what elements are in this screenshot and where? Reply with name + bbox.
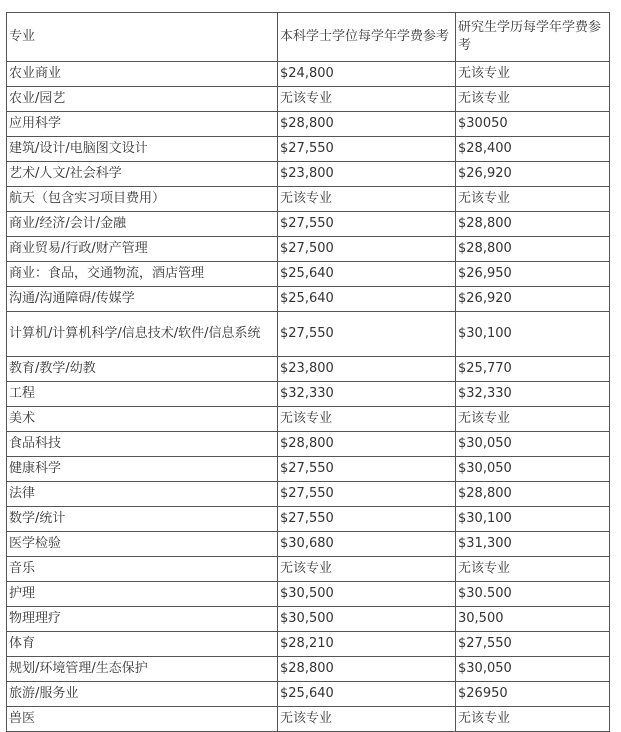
cell-undergrad-fee: $25,640 — [278, 287, 456, 312]
cell-grad-fee: $26,920 — [456, 287, 610, 312]
cell-undergrad-fee: $24,800 — [278, 62, 456, 87]
cell-undergrad-fee: $27,550 — [278, 457, 456, 482]
cell-major: 商业贸易/行政/财产管理 — [7, 237, 278, 262]
cell-undergrad-fee: $23,800 — [278, 162, 456, 187]
cell-major: 商业：食品，交通物流，酒店管理 — [7, 262, 278, 287]
table-row — [7, 87, 610, 112]
cell-major: 沟通/沟通障碍/传媒学 — [7, 287, 278, 312]
cell-major: 物理理疗 — [7, 607, 278, 632]
cell-grad-fee: $26,920 — [456, 162, 610, 187]
cell-major: 应用科学 — [7, 112, 278, 137]
table-row — [7, 632, 610, 657]
cell-major: 医学检验 — [7, 532, 278, 557]
table-row — [7, 162, 610, 187]
cell-grad-fee: $27,550 — [456, 632, 610, 657]
table-row — [7, 682, 610, 707]
cell-grad-fee: $32,330 — [456, 382, 610, 407]
cell-undergrad-fee: $28,800 — [278, 112, 456, 137]
cell-major: 规划/环境管理/生态保护 — [7, 657, 278, 682]
table-row — [7, 62, 610, 87]
cell-grad-fee: 无该专业 — [456, 557, 610, 582]
cell-undergrad-fee: $30,680 — [278, 532, 456, 557]
cell-major: 健康科学 — [7, 457, 278, 482]
cell-grad-fee: 无该专业 — [456, 407, 610, 432]
cell-undergrad-fee: 无该专业 — [278, 557, 456, 582]
cell-grad-fee: $30,050 — [456, 457, 610, 482]
cell-grad-fee: $28,400 — [456, 137, 610, 162]
cell-undergrad-fee: $27,550 — [278, 482, 456, 507]
cell-grad-fee: 30,500 — [456, 607, 610, 632]
cell-major: 教育/教学/幼教 — [7, 357, 278, 382]
cell-undergrad-fee: $32,330 — [278, 382, 456, 407]
cell-grad-fee: $31,300 — [456, 532, 610, 557]
table-row — [7, 237, 610, 262]
cell-grad-fee: $30,100 — [456, 312, 610, 357]
cell-major: 计算机/计算机科学/信息技术/软件/信息系统 — [7, 312, 278, 357]
table-row — [7, 262, 610, 287]
cell-undergrad-fee: $28,800 — [278, 432, 456, 457]
table-row — [7, 407, 610, 432]
cell-grad-fee: $28,800 — [456, 212, 610, 237]
table-row — [7, 432, 610, 457]
cell-major: 航天（包含实习项目费用） — [7, 187, 278, 212]
cell-major: 工程 — [7, 382, 278, 407]
cell-major: 体育 — [7, 632, 278, 657]
header-undergrad-fee: 本科学士学位每学年学费参考 — [278, 13, 456, 62]
cell-undergrad-fee: $27,550 — [278, 507, 456, 532]
cell-major: 兽医 — [7, 707, 278, 732]
tuition-table — [6, 12, 610, 732]
cell-undergrad-fee: $27,500 — [278, 237, 456, 262]
cell-major: 食品科技 — [7, 432, 278, 457]
cell-major: 音乐 — [7, 557, 278, 582]
cell-grad-fee: $30050 — [456, 112, 610, 137]
cell-undergrad-fee: $30,500 — [278, 607, 456, 632]
cell-grad-fee: $30,050 — [456, 432, 610, 457]
cell-grad-fee: 无该专业 — [456, 62, 610, 87]
cell-grad-fee: $28,800 — [456, 482, 610, 507]
table-header-row — [7, 13, 610, 62]
table-row — [7, 507, 610, 532]
cell-grad-fee: $30.500 — [456, 582, 610, 607]
table-row — [7, 532, 610, 557]
cell-grad-fee: $30,050 — [456, 657, 610, 682]
cell-major: 旅游/服务业 — [7, 682, 278, 707]
table-row — [7, 482, 610, 507]
table-row — [7, 212, 610, 237]
table-row — [7, 357, 610, 382]
table-row — [7, 582, 610, 607]
cell-undergrad-fee: $23,800 — [278, 357, 456, 382]
cell-undergrad-fee: 无该专业 — [278, 407, 456, 432]
table-row — [7, 312, 610, 357]
cell-undergrad-fee: $27,550 — [278, 137, 456, 162]
cell-grad-fee: $25,770 — [456, 357, 610, 382]
cell-undergrad-fee: $27,550 — [278, 312, 456, 357]
table-row — [7, 287, 610, 312]
cell-undergrad-fee: $25,640 — [278, 682, 456, 707]
cell-grad-fee: $26950 — [456, 682, 610, 707]
cell-major: 数学/统计 — [7, 507, 278, 532]
cell-major: 艺术/人文/社会科学 — [7, 162, 278, 187]
cell-undergrad-fee: 无该专业 — [278, 187, 456, 212]
header-grad-fee: 研究生学历每学年学费参考 — [456, 13, 610, 62]
table-row — [7, 382, 610, 407]
cell-major: 护理 — [7, 582, 278, 607]
cell-grad-fee: $28,800 — [456, 237, 610, 262]
cell-major: 农业商业 — [7, 62, 278, 87]
cell-undergrad-fee: $28,210 — [278, 632, 456, 657]
table-row — [7, 137, 610, 162]
cell-undergrad-fee: 无该专业 — [278, 707, 456, 732]
table-row — [7, 457, 610, 482]
table-row — [7, 607, 610, 632]
cell-undergrad-fee: 无该专业 — [278, 87, 456, 112]
cell-grad-fee: 无该专业 — [456, 87, 610, 112]
header-major: 专业 — [7, 13, 278, 62]
table-row — [7, 657, 610, 682]
table-row — [7, 707, 610, 732]
cell-grad-fee: $26,950 — [456, 262, 610, 287]
cell-major: 商业/经济/会计/金融 — [7, 212, 278, 237]
cell-undergrad-fee: $30,500 — [278, 582, 456, 607]
cell-undergrad-fee: $28,800 — [278, 657, 456, 682]
cell-major: 美术 — [7, 407, 278, 432]
cell-major: 农业/园艺 — [7, 87, 278, 112]
cell-undergrad-fee: $27,550 — [278, 212, 456, 237]
cell-undergrad-fee: $25,640 — [278, 262, 456, 287]
table-row — [7, 187, 610, 212]
cell-major: 建筑/设计/电脑图文设计 — [7, 137, 278, 162]
cell-grad-fee: $30,100 — [456, 507, 610, 532]
table-row — [7, 557, 610, 582]
table-row — [7, 112, 610, 137]
cell-major: 法律 — [7, 482, 278, 507]
cell-grad-fee: 无该专业 — [456, 707, 610, 732]
cell-grad-fee: 无该专业 — [456, 187, 610, 212]
